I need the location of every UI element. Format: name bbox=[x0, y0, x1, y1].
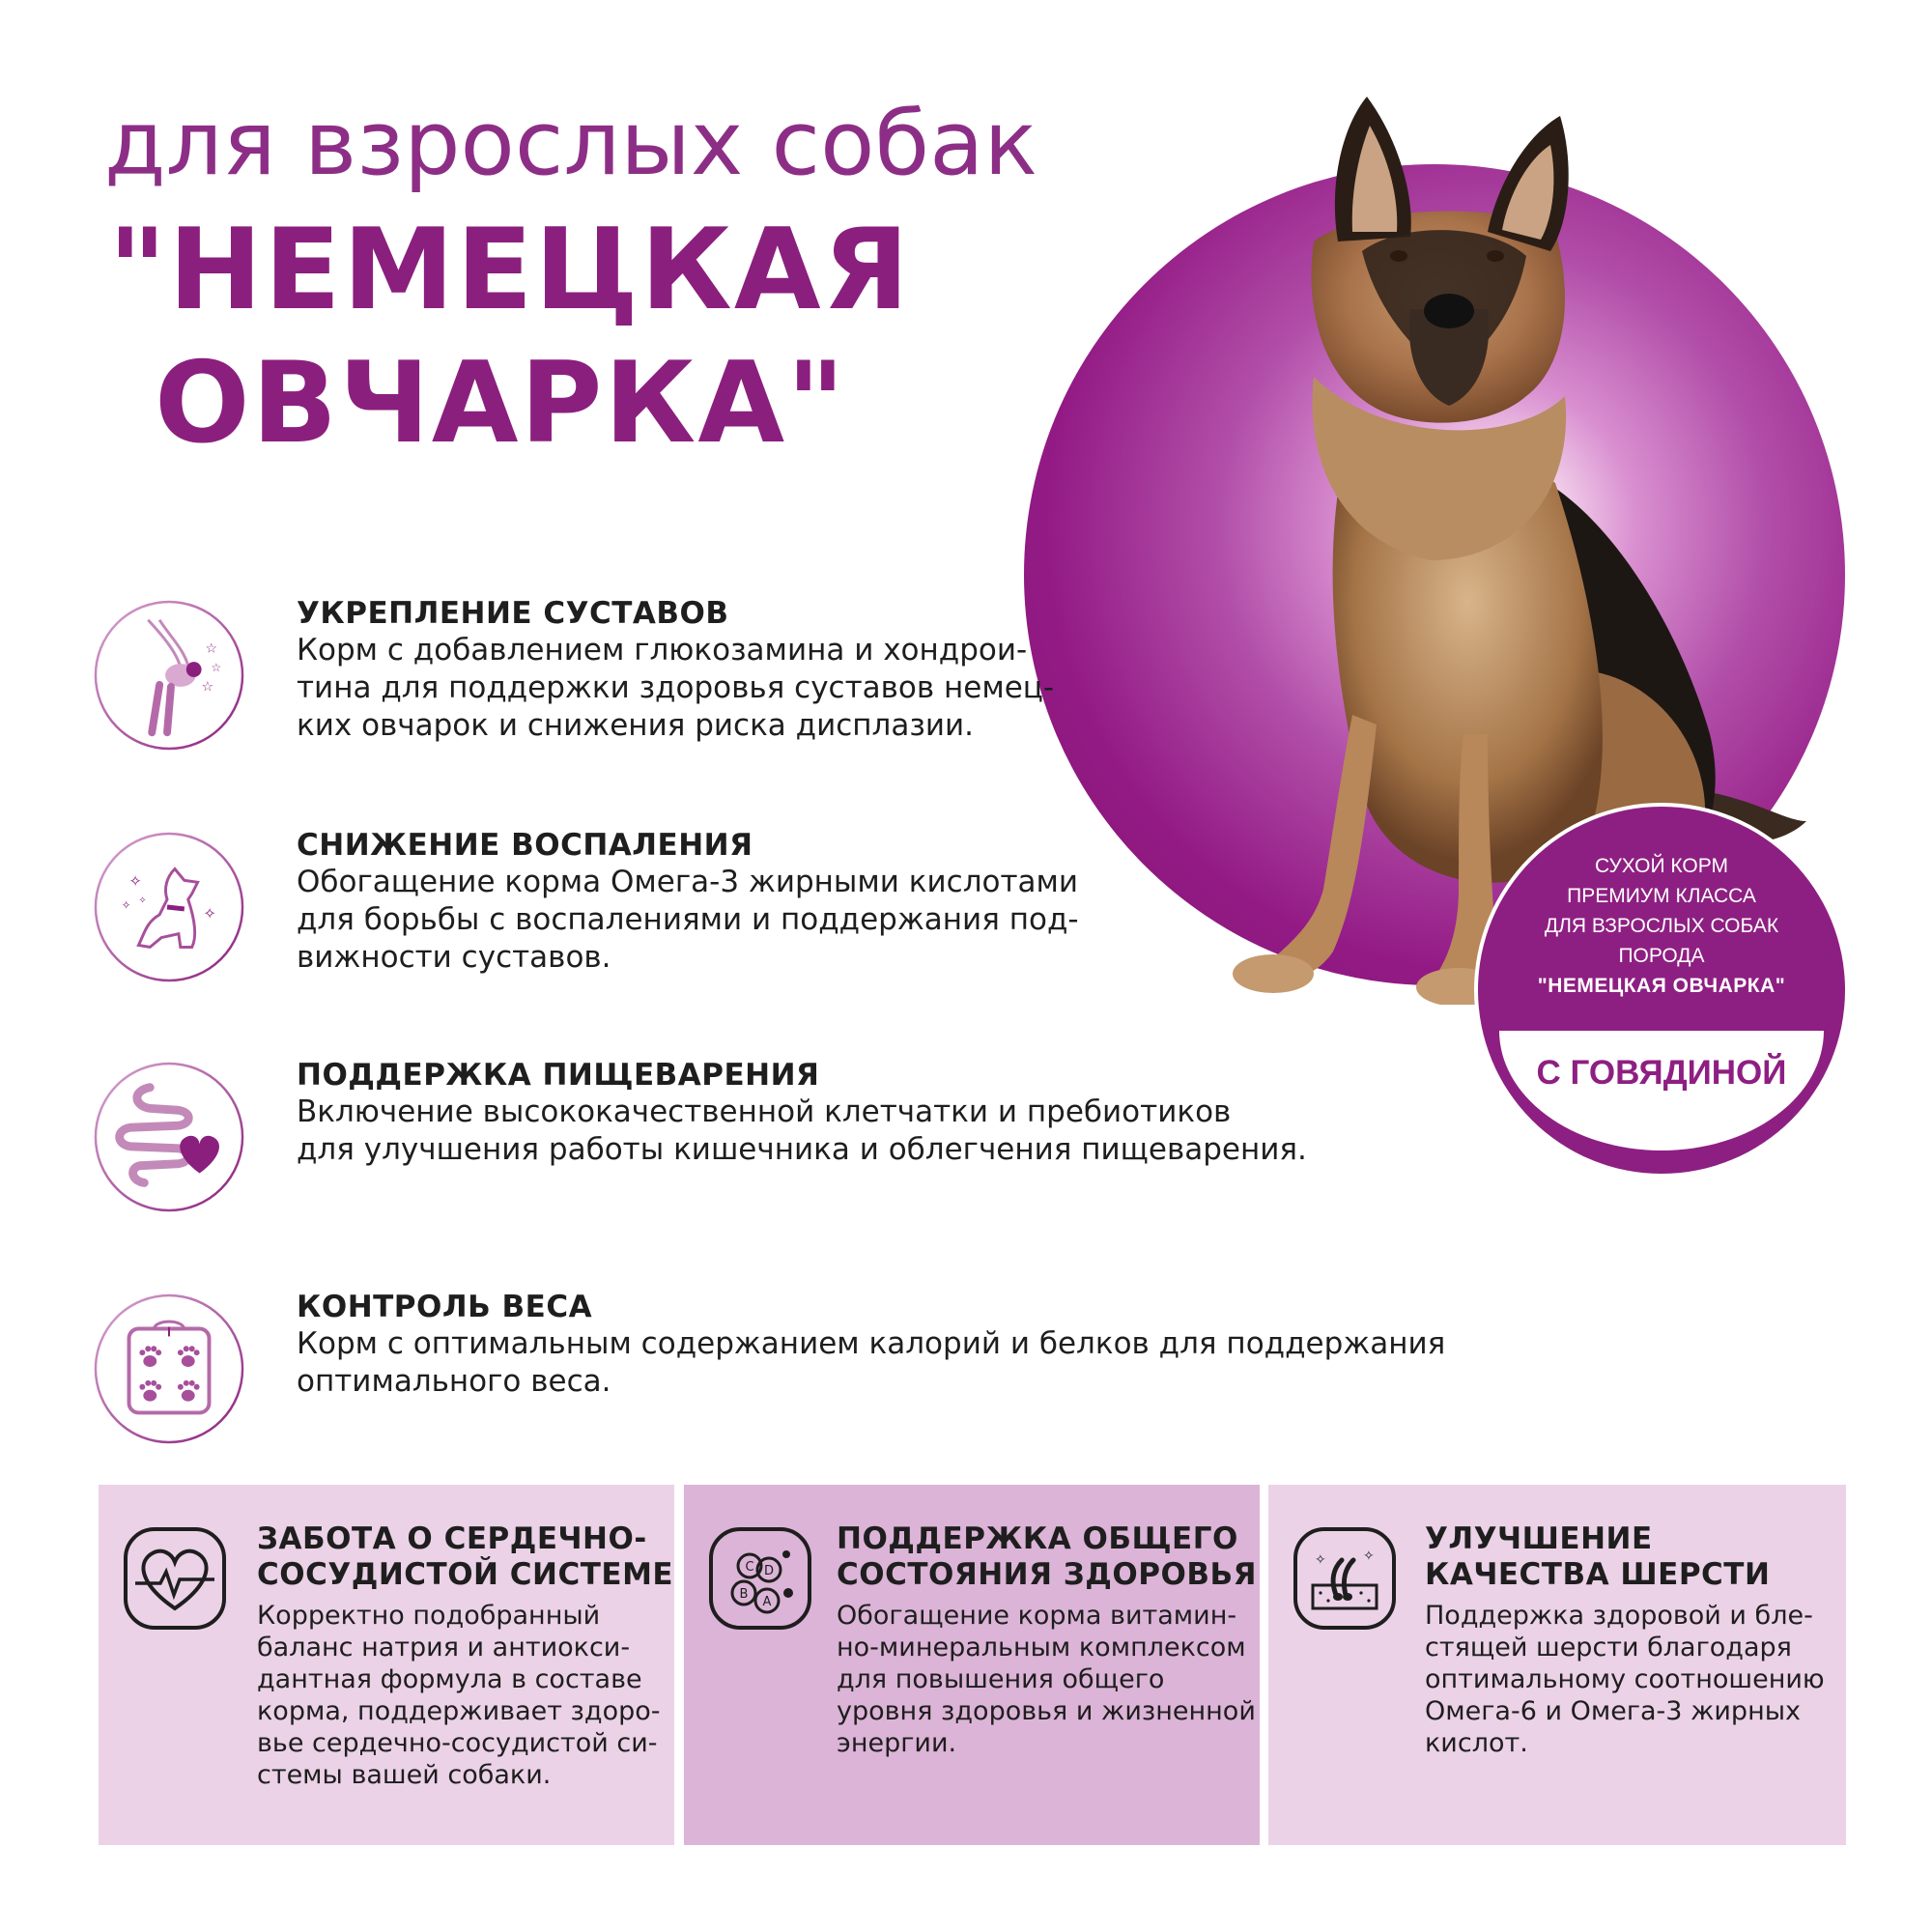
panel-text-line: Корректно подобранный bbox=[257, 1601, 601, 1631]
paw-scale-icon bbox=[93, 1293, 245, 1445]
subtitle: для взрослых собак bbox=[104, 92, 1038, 195]
panel-text-line: стемы вашей собаки. bbox=[257, 1760, 552, 1790]
svg-text:✧: ✧ bbox=[1363, 1548, 1375, 1564]
svg-text:☆: ☆ bbox=[205, 640, 217, 657]
panel-text-line: дантная формула в составе bbox=[257, 1664, 642, 1694]
badge-flavor: С ГОВЯДИНОЙ bbox=[1536, 1054, 1787, 1092]
feature-text-line: Корм с добавлением глюкозамина и хондрои- bbox=[297, 633, 1028, 668]
feature-text-line: оптимального веса. bbox=[297, 1364, 611, 1399]
sparkling-dog-icon bbox=[93, 831, 245, 983]
feature-text-line: для борьбы с воспалениями и поддержания под- bbox=[297, 902, 1079, 937]
panel-text-line: Омега-6 и Омега-3 жирных bbox=[1425, 1696, 1802, 1726]
panel-text-line: кислот. bbox=[1425, 1728, 1528, 1758]
badge-line: ПОРОДА bbox=[1618, 945, 1705, 967]
panel-text-line: баланс натрия и антиокси- bbox=[257, 1633, 631, 1662]
panel-text-line: оптимальному соотношению bbox=[1425, 1664, 1825, 1694]
hair-follicle-icon bbox=[1292, 1525, 1398, 1632]
feature-inflammation bbox=[93, 828, 1079, 987]
title-line-1: "НЕМЕЦКАЯ bbox=[108, 205, 911, 335]
panel-text-line: корма, поддерживает здоро- bbox=[257, 1696, 661, 1726]
feature-weight bbox=[93, 1290, 1446, 1449]
panel-text-line: но-минеральным комплексом bbox=[837, 1633, 1246, 1662]
feature-digestion bbox=[93, 1058, 1307, 1217]
badge-line: ДЛЯ ВЗРОСЛЫХ СОБАК bbox=[1544, 915, 1779, 937]
vitamin-letter: B bbox=[739, 1587, 749, 1602]
panel-text-line: уровня здоровья и жизненной bbox=[837, 1696, 1256, 1726]
panel-text-line: стящей шерсти благодаря bbox=[1425, 1633, 1792, 1662]
panel-coat-quality bbox=[1268, 1485, 1846, 1845]
svg-text:✧: ✧ bbox=[121, 897, 131, 912]
svg-text:✧: ✧ bbox=[128, 871, 142, 891]
panel-title: КАЧЕСТВА ШЕРСТИ bbox=[1425, 1557, 1771, 1592]
svg-text:☆: ☆ bbox=[211, 661, 222, 675]
heart-pulse-icon bbox=[122, 1525, 228, 1632]
feature-title: КОНТРОЛЬ ВЕСА bbox=[297, 1290, 593, 1324]
panel-general-health bbox=[684, 1485, 1260, 1845]
vitamin-letter: C bbox=[745, 1560, 754, 1575]
title-line-2: ОВЧАРКА" bbox=[155, 338, 847, 469]
panel-title: СОСУДИСТОЙ СИСТЕМЕ bbox=[257, 1557, 674, 1592]
badge-text bbox=[1478, 851, 1845, 1001]
vitamins-icon bbox=[707, 1525, 813, 1632]
feature-joints bbox=[93, 596, 1055, 755]
svg-text:✧: ✧ bbox=[138, 895, 147, 907]
vitamin-letter: A bbox=[762, 1595, 772, 1609]
panel-title: УЛУЧШЕНИЕ bbox=[1425, 1521, 1653, 1556]
product-badge bbox=[1478, 807, 1845, 1174]
feature-title: УКРЕПЛЕНИЕ СУСТАВОВ bbox=[297, 596, 729, 631]
intestine-heart-icon bbox=[93, 1061, 245, 1213]
svg-text:✧: ✧ bbox=[1315, 1552, 1326, 1568]
feature-text-line: Корм с оптимальным содержанием калорий и белков для поддержания bbox=[297, 1326, 1446, 1361]
badge-line: ПРЕМИУМ КЛАССА bbox=[1567, 885, 1756, 907]
feature-text-line: тина для поддержки здоровья суставов немец- bbox=[297, 670, 1055, 705]
panel-title: ПОДДЕРЖКА ОБЩЕГО bbox=[837, 1521, 1238, 1556]
panel-title: СОСТОЯНИЯ ЗДОРОВЬЯ bbox=[837, 1557, 1257, 1592]
badge-breed: "НЕМЕЦКАЯ ОВЧАРКА" bbox=[1537, 975, 1786, 997]
joint-icon bbox=[93, 599, 245, 752]
panel-cardiovascular bbox=[99, 1485, 674, 1845]
panel-text-line: для повышения общего bbox=[837, 1664, 1165, 1694]
feature-title: СНИЖЕНИЕ ВОСПАЛЕНИЯ bbox=[297, 828, 753, 863]
feature-text-line: вижности суставов. bbox=[297, 940, 611, 975]
svg-text:✧: ✧ bbox=[203, 903, 216, 923]
feature-text-line: Обогащение корма Омега-3 жирными кислотами bbox=[297, 865, 1079, 899]
panel-text-line: Обогащение корма витамин- bbox=[837, 1601, 1237, 1631]
panel-text-line: Поддержка здоровой и бле- bbox=[1425, 1601, 1813, 1631]
vitamin-letter: D bbox=[763, 1564, 775, 1578]
svg-text:☆: ☆ bbox=[201, 678, 213, 695]
feature-title: ПОДДЕРЖКА ПИЩЕВАРЕНИЯ bbox=[297, 1058, 820, 1093]
badge-line: СУХОЙ КОРМ bbox=[1595, 855, 1728, 877]
feature-text-line: ких овчарок и снижения риска дисплазии. bbox=[297, 708, 974, 743]
panel-text-line: энергии. bbox=[837, 1728, 957, 1758]
feature-text-line: для улучшения работы кишечника и облегчения пищеварения. bbox=[297, 1132, 1307, 1167]
panel-title: ЗАБОТА О СЕРДЕЧНО- bbox=[257, 1521, 647, 1556]
feature-text-line: Включение высококачественной клетчатки и пребиотиков bbox=[297, 1094, 1232, 1129]
panel-text-line: вье сердечно-сосудистой си- bbox=[257, 1728, 658, 1758]
